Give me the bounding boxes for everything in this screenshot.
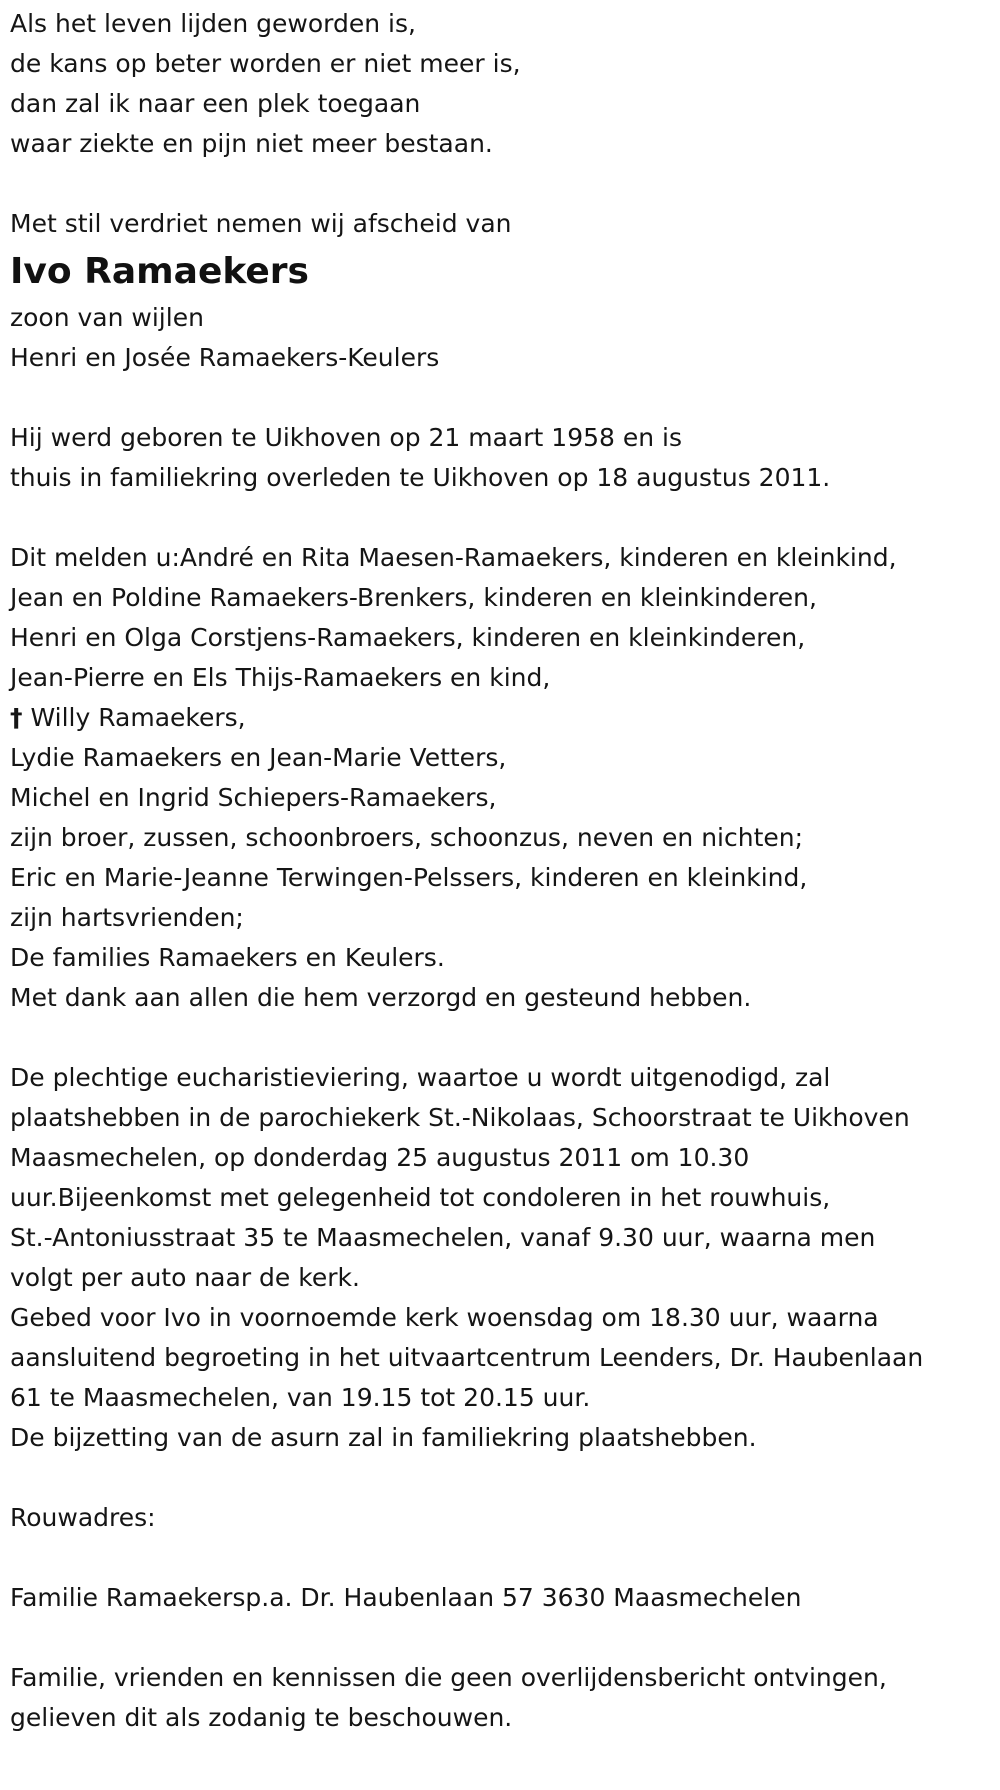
family-line: Henri en Olga Corstjens-Ramaekers, kinderen en kleinkinderen, bbox=[10, 623, 806, 652]
family-line: Michel en Ingrid Schiepers-Ramaekers, bbox=[10, 783, 497, 812]
spacer bbox=[10, 1618, 990, 1658]
spacer bbox=[10, 1538, 990, 1578]
spacer bbox=[10, 378, 990, 418]
service-line: plaatshebben in de parochiekerk St.-Nikolaas, Schoorstraat te Uikhoven bbox=[10, 1103, 910, 1132]
mourning-address: Familie Ramaekersp.a. Dr. Haubenlaan 57 3630 Maasmechelen bbox=[10, 1583, 802, 1612]
family-line: Met dank aan allen die hem verzorgd en gesteund hebben. bbox=[10, 983, 752, 1012]
poem-line: de kans op beter worden er niet meer is, bbox=[10, 49, 521, 78]
service-line: uur.Bijeenkomst met gelegenheid tot condoleren in het rouwhuis, bbox=[10, 1183, 831, 1212]
family-line: zijn hartsvrienden; bbox=[10, 903, 244, 932]
obituary-document bbox=[10, 4, 990, 1738]
service-line: aansluitend begroeting in het uitvaartcentrum Leenders, Dr. Haubenlaan bbox=[10, 1343, 924, 1372]
family-line: Eric en Marie-Jeanne Terwingen-Pelssers, kinderen en kleinkind, bbox=[10, 863, 808, 892]
deceased-brother-name: Willy Ramaekers, bbox=[22, 703, 246, 732]
address-label: Rouwadres: bbox=[10, 1503, 156, 1532]
poem-line: Als het leven lijden geworden is, bbox=[10, 9, 416, 38]
spacer bbox=[10, 164, 990, 204]
spacer bbox=[10, 498, 990, 538]
poem-line: dan zal ik naar een plek toegaan bbox=[10, 89, 421, 118]
family-line: Lydie Ramaekers en Jean-Marie Vetters, bbox=[10, 743, 507, 772]
deceased-parents: Henri en Josée Ramaekers-Keulers bbox=[10, 343, 440, 372]
service-line: Gebed voor Ivo in voornoemde kerk woensdag om 18.30 uur, waarna bbox=[10, 1303, 879, 1332]
cross-icon: † bbox=[10, 703, 23, 732]
service-line: volgt per auto naar de kerk. bbox=[10, 1263, 360, 1292]
family-section bbox=[10, 538, 990, 1018]
family-line-deceased-brother bbox=[10, 698, 990, 738]
service-line: De bijzetting van de asurn zal in familiekring plaatshebben. bbox=[10, 1423, 757, 1452]
poem bbox=[10, 4, 990, 164]
family-line: Jean-Pierre en Els Thijs-Ramaekers en kind, bbox=[10, 663, 551, 692]
family-line: zijn broer, zussen, schoonbroers, schoonzus, neven en nichten; bbox=[10, 823, 804, 852]
intro-text: Met stil verdriet nemen wij afscheid van bbox=[10, 209, 512, 238]
deceased-name: Ivo Ramaekers bbox=[10, 251, 309, 292]
family-line: Dit melden u:André en Rita Maesen-Ramaekers, kinderen en kleinkind, bbox=[10, 543, 897, 572]
service-line: 61 te Maasmechelen, van 19.15 tot 20.15 uur. bbox=[10, 1383, 591, 1412]
deceased-relation: zoon van wijlen bbox=[10, 303, 204, 332]
service-line: De plechtige eucharistieviering, waartoe u wordt uitgenodigd, zal bbox=[10, 1063, 831, 1092]
service-line: St.-Antoniusstraat 35 te Maasmechelen, vanaf 9.30 uur, waarna men bbox=[10, 1223, 876, 1252]
family-line: Jean en Poldine Ramaekers-Brenkers, kinderen en kleinkinderen, bbox=[10, 583, 817, 612]
birth-death-line: thuis in familiekring overleden te Uikhoven op 18 augustus 2011. bbox=[10, 463, 831, 492]
service-line: Maasmechelen, op donderdag 25 augustus 2011 om 10.30 bbox=[10, 1143, 750, 1172]
birth-death-section bbox=[10, 418, 990, 498]
closing-line: gelieven dit als zodanig te beschouwen. bbox=[10, 1703, 513, 1732]
closing-section bbox=[10, 1658, 990, 1738]
closing-line: Familie, vrienden en kennissen die geen overlijdensbericht ontvingen, bbox=[10, 1663, 887, 1692]
birth-death-line: Hij werd geboren te Uikhoven op 21 maart 1958 en is bbox=[10, 423, 682, 452]
spacer bbox=[10, 1458, 990, 1498]
service-section bbox=[10, 1058, 990, 1458]
family-line: De families Ramaekers en Keulers. bbox=[10, 943, 445, 972]
poem-line: waar ziekte en pijn niet meer bestaan. bbox=[10, 129, 493, 158]
spacer bbox=[10, 1018, 990, 1058]
